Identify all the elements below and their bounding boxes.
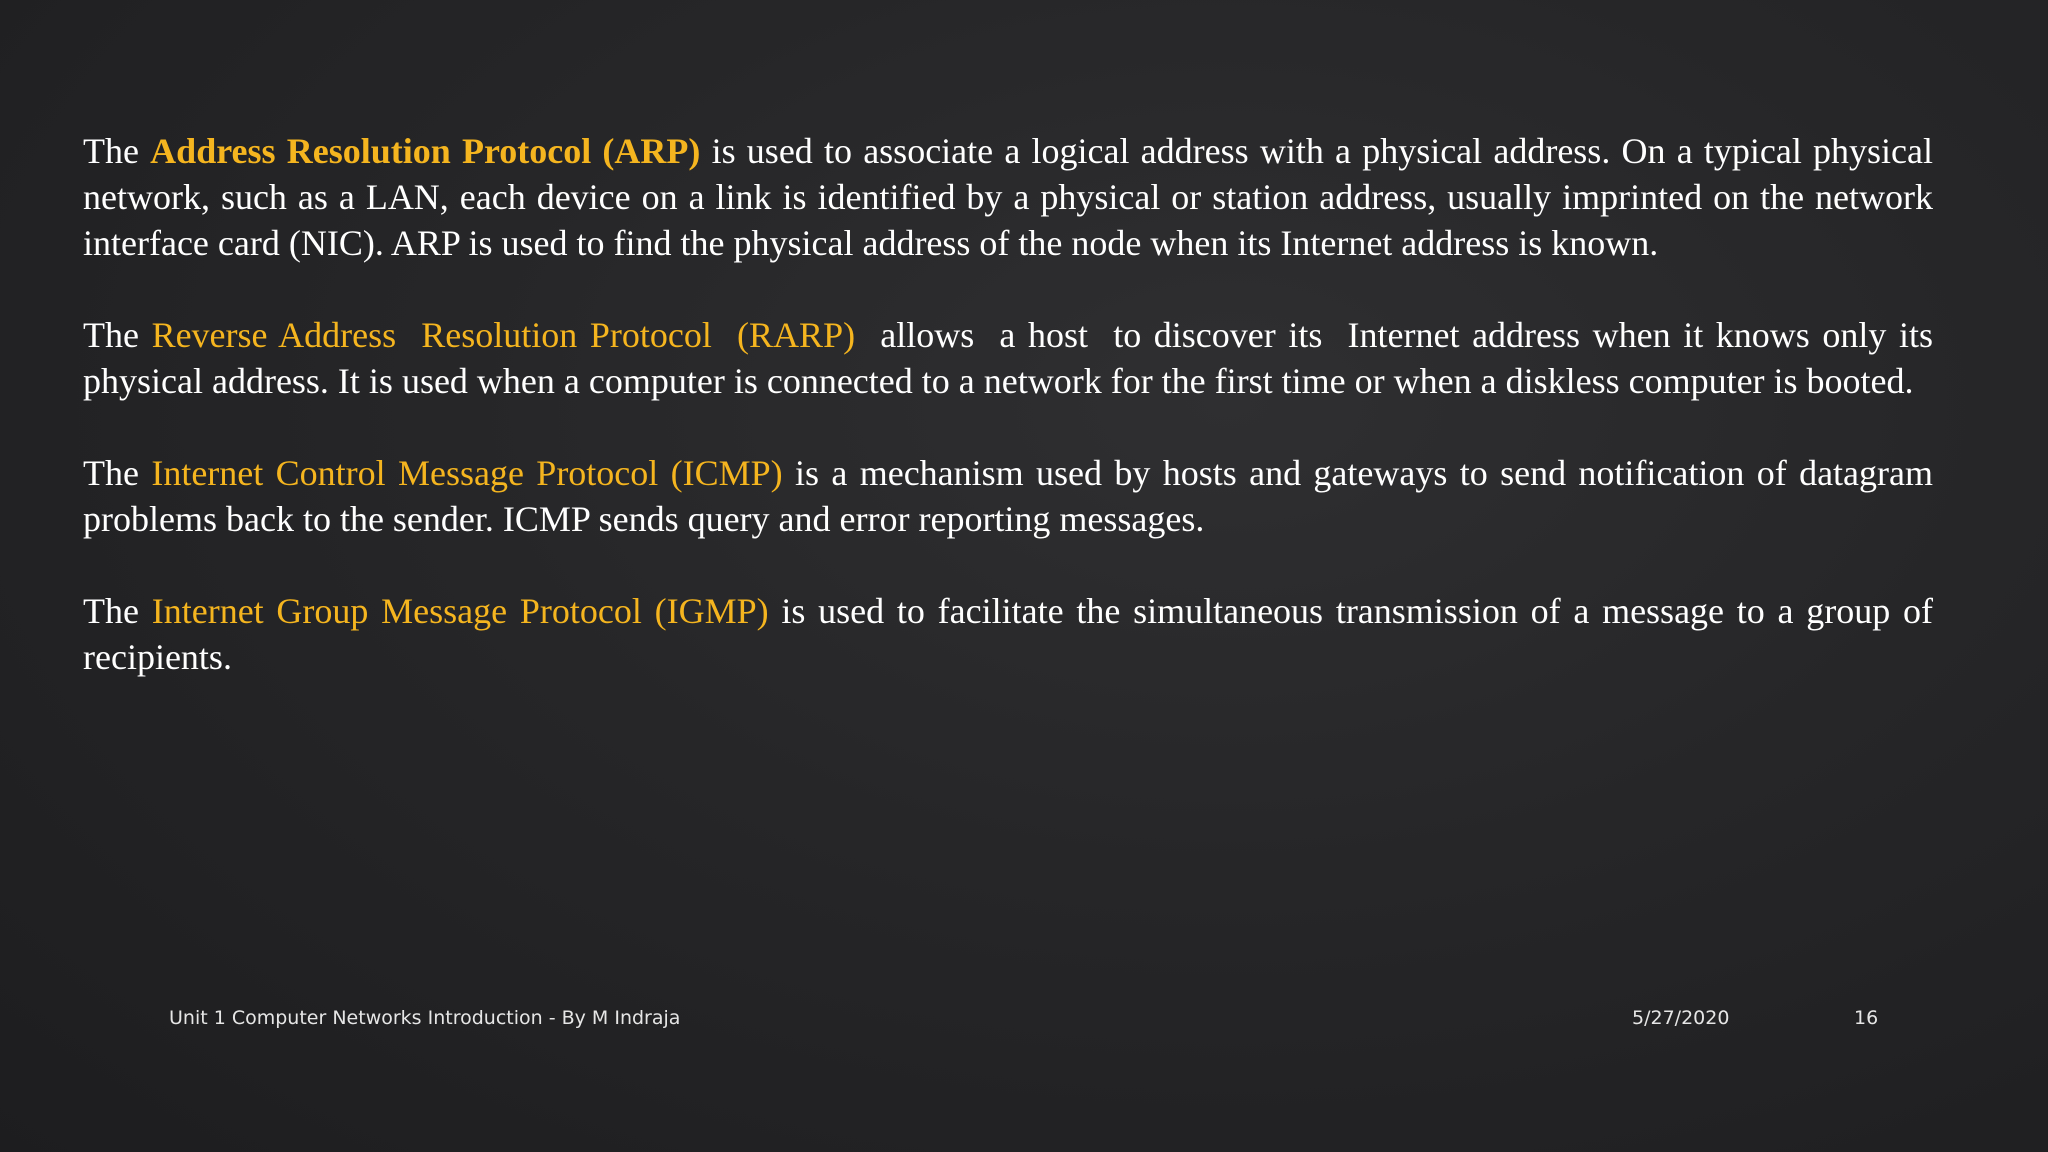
paragraph-icmp: [83, 450, 1933, 542]
paragraph-prefix: The: [83, 315, 152, 355]
paragraph-body: is used to facilitate the simultaneous transmission of a message to a group of recipients.: [83, 591, 1934, 677]
footer-date: 5/27/2020: [1632, 1007, 1730, 1029]
term-rarp: Reverse Address Resolution Protocol (RARP): [151, 315, 856, 355]
paragraph-prefix: The: [83, 453, 152, 493]
paragraph-arp: [83, 128, 1933, 266]
page-number: 16: [1854, 1007, 1879, 1029]
term-igmp: Internet Group Message Protocol (IGMP): [151, 591, 769, 631]
paragraph-body: allows a host to discover its Internet address when it knows only its physical address. It is used when a computer is connected to a network for the first time or when a diskless computer is booted.: [83, 315, 1942, 401]
footer-title: Unit 1 Computer Networks Introduction - By M Indraja: [169, 1007, 681, 1029]
paragraph-rarp: [83, 312, 1942, 404]
paragraph-igmp: [83, 588, 1933, 680]
term-arp: Address Resolution Protocol (ARP): [150, 131, 701, 171]
slide-content: [83, 128, 1942, 726]
paragraph-prefix: The: [83, 131, 151, 171]
term-icmp: Internet Control Message Protocol (ICMP): [151, 453, 783, 493]
paragraph-prefix: The: [83, 591, 152, 631]
paragraph-body: is used to associate a logical address with a physical address. On a typical physical network, such as a LAN, each device on a link is identified by a physical or station address, usually imprinted on the network interface card (NIC). ARP is used to find the physical address of the node when its Internet address is known.: [83, 131, 1934, 263]
paragraph-body: is a mechanism used by hosts and gateways to send notification of datagram problems back to the sender. ICMP sends query and error reporting messages.: [83, 453, 1933, 539]
